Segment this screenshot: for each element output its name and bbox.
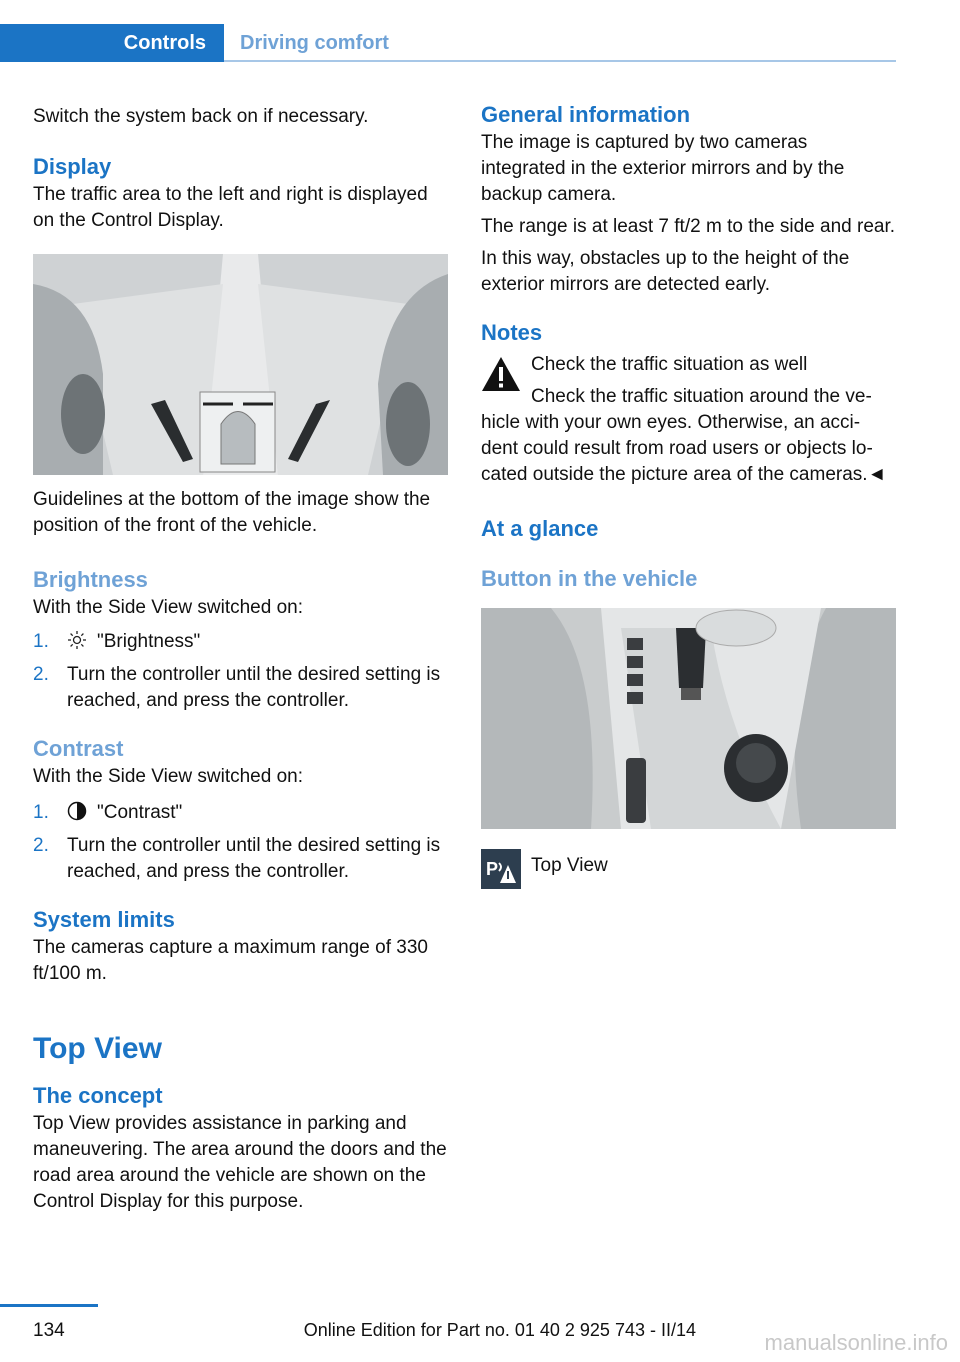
system-limits-text: The cameras capture a maximum range of 330 ft/100 m.	[33, 937, 428, 984]
section-tab-controls: Controls	[0, 24, 224, 62]
side-view-display-image	[33, 254, 448, 475]
button-in-vehicle-heading: Button in the vehicle	[481, 566, 698, 591]
general-paragraph-3: In this way, obstacles up to the height of the exterior mirrors are detected early.	[481, 248, 850, 295]
system-limits-heading: System limits	[33, 907, 175, 932]
note-title: Check the traffic situation as well	[531, 354, 808, 375]
list-item: 2. Turn the controller until the desired setting is reached, and press the controller.	[33, 835, 441, 882]
brightness-intro: With the Side View switched on:	[33, 597, 304, 618]
header-divider	[224, 60, 896, 62]
center-console-illustration	[481, 608, 896, 829]
page-header	[0, 0, 896, 62]
intro-text: Switch the system back on if necessary.	[33, 106, 369, 127]
display-text: The traffic area to the left and right is displayed on the Control Display.	[33, 184, 428, 231]
contrast-steps	[33, 800, 449, 885]
edition-info: Online Edition for Part no. 01 40 2 925 743 - II/14	[303, 1320, 696, 1340]
notes-heading: Notes	[481, 320, 543, 345]
brightness-heading: Brightness	[33, 567, 148, 592]
footer-divider	[0, 1304, 98, 1307]
side-view-illustration	[33, 254, 448, 475]
center-console-image	[481, 608, 896, 829]
note-text-first-line: Check the traffic situation around the ve-	[531, 386, 872, 407]
general-paragraph-1: The image is captured by two cameras integrated in the exterior mirrors and by the backup camera.	[481, 132, 845, 205]
svg-text:P: P	[486, 859, 499, 879]
right-column	[481, 100, 897, 891]
concept-heading: The concept	[33, 1083, 163, 1108]
general-information-heading: General information	[481, 102, 691, 127]
section-tab-driving-comfort: Driving comfort	[240, 31, 389, 54]
contrast-intro: With the Side View switched on:	[33, 766, 304, 787]
warning-note	[481, 352, 897, 410]
concept-text: Top View provides assistance in parking and maneuvering. The area around the doors and the road area around the vehicle are shown on the Control Display for this purpose.	[33, 1113, 447, 1212]
top-view-button-label: Top View	[531, 855, 608, 876]
list-item: 2. Turn the controller until the desired setting is reached, and press the controller.	[33, 664, 441, 711]
contrast-heading: Contrast	[33, 736, 124, 761]
watermark: manualsonline.info	[764, 1330, 948, 1355]
warning-triangle-icon	[481, 356, 521, 392]
at-a-glance-heading: At a glance	[481, 516, 599, 541]
display-heading: Display	[33, 154, 112, 179]
brightness-sun-icon	[67, 630, 87, 650]
general-paragraph-2: The range is at least 7 ft/2 m to the side and rear.	[481, 216, 896, 237]
top-view-title: Top View	[33, 1032, 162, 1065]
top-view-button-icon[interactable]	[481, 849, 521, 889]
brightness-steps	[33, 629, 449, 714]
contrast-icon	[67, 801, 87, 821]
left-column	[33, 100, 449, 1215]
top-view-button-row	[481, 849, 897, 891]
list-item: 1. "Brightness"	[33, 631, 201, 652]
page-number: 134	[33, 1320, 65, 1341]
figure-caption: Guidelines at the bottom of the image show the position of the front of the vehicle.	[33, 489, 431, 536]
list-item: 1. "Contrast"	[33, 802, 183, 823]
note-text: hicle with your own eyes. Otherwise, an acci-dent could result from road users or objects lo-cated outside the picture area of the cameras.◄	[481, 412, 887, 485]
